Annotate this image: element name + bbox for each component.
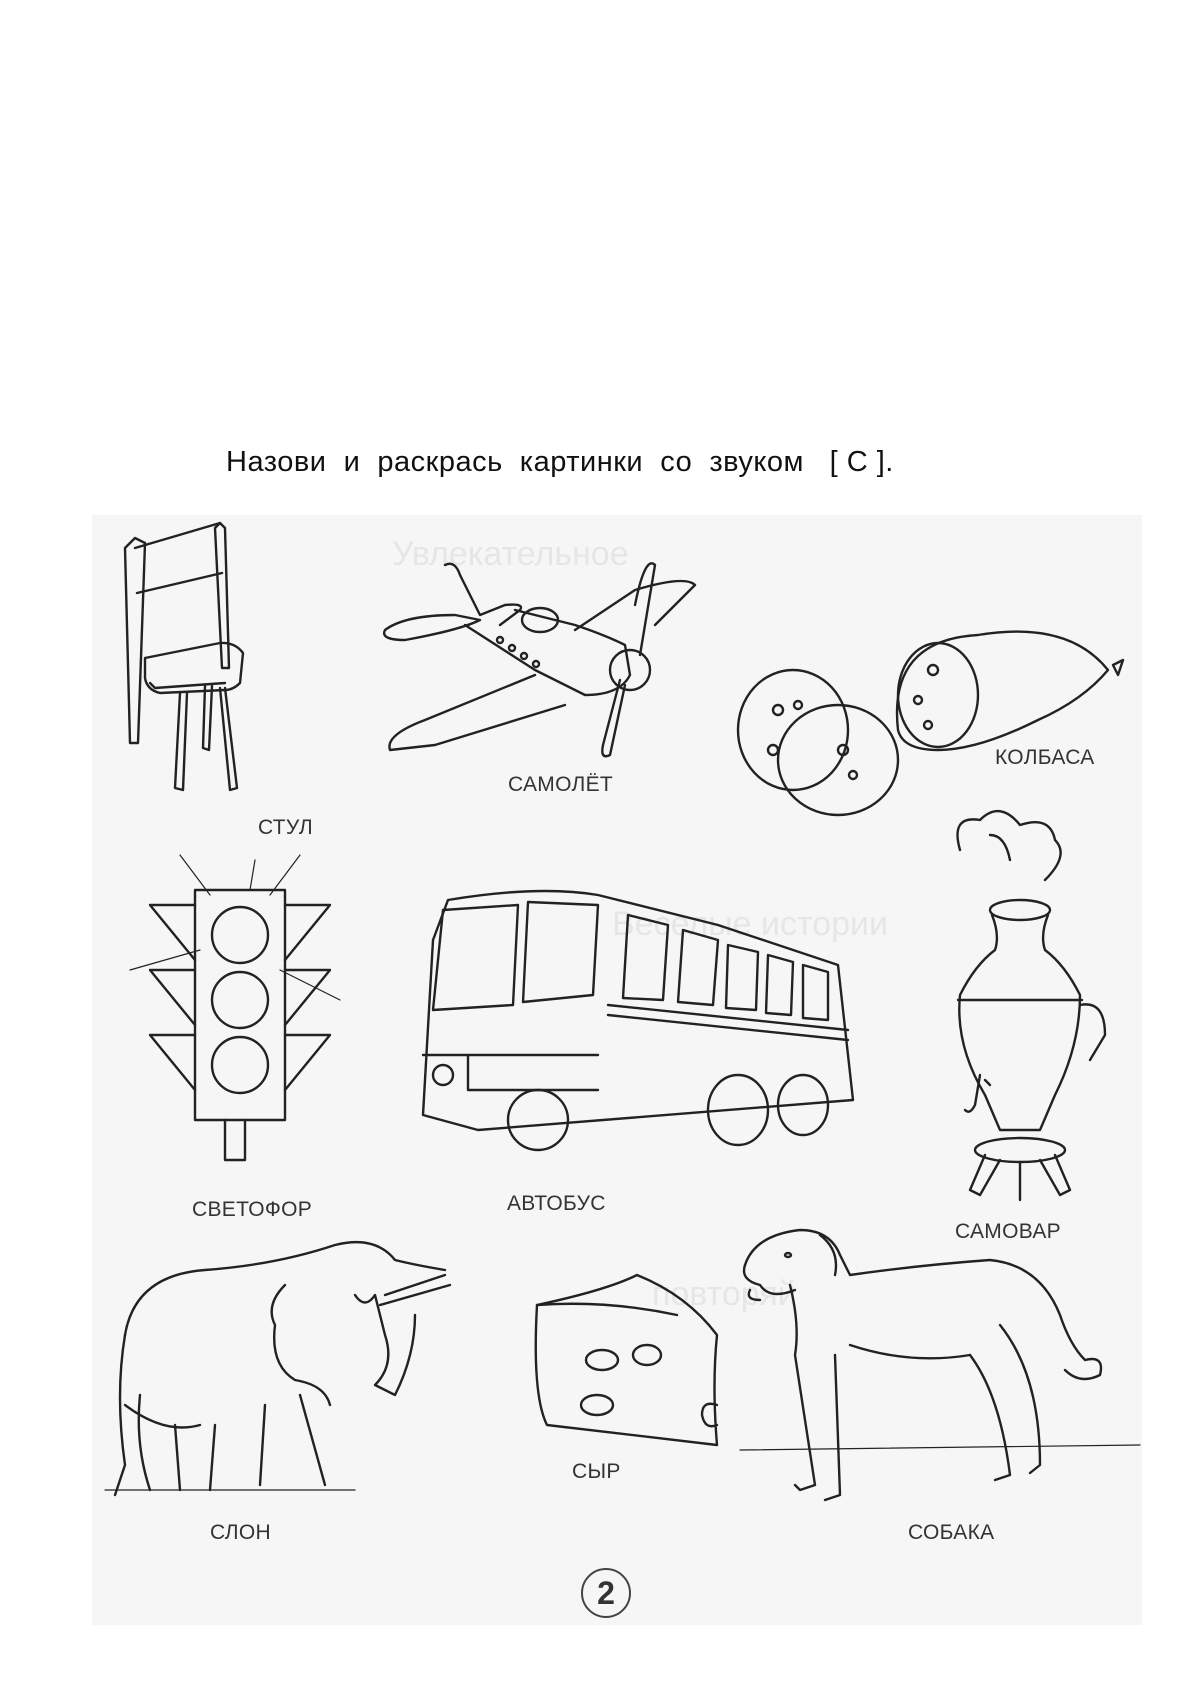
cheese-label: СЫР: [572, 1460, 621, 1483]
traffic-light-label: СВЕТОФОР: [192, 1198, 313, 1221]
elephant-label: СЛОН: [210, 1521, 271, 1544]
bus-icon: [418, 880, 873, 1155]
cheese-picture[interactable]: [527, 1275, 727, 1455]
elephant-icon: [95, 1235, 475, 1505]
page-number-badge: 2: [581, 1568, 631, 1618]
dog-label: СОБАКА: [908, 1521, 995, 1544]
traffic-light-icon: [130, 850, 345, 1160]
samovar-icon: [930, 805, 1130, 1210]
airplane-label: САМОЛЁТ: [508, 773, 614, 796]
samovar-label: САМОВАР: [955, 1220, 1061, 1243]
traffic-light-picture[interactable]: [130, 850, 345, 1160]
cheese-icon: [527, 1275, 727, 1455]
chair-label: СТУЛ: [258, 816, 313, 839]
bus-picture[interactable]: [418, 880, 873, 1155]
samovar-picture[interactable]: [930, 805, 1130, 1210]
elephant-picture[interactable]: [95, 1235, 475, 1505]
page-title: Назови и раскрась картинки со звуком [ С ].: [226, 446, 894, 478]
bus-label: АВТОБУС: [507, 1192, 606, 1215]
airplane-picture[interactable]: [385, 555, 745, 790]
bleed-through-text: Веселые истории: [612, 905, 888, 943]
chair-picture[interactable]: [125, 518, 335, 818]
bleed-through-text: повторяй: [652, 1275, 797, 1313]
airplane-icon: [385, 555, 745, 790]
bleed-through-text: Увлекательное: [392, 535, 629, 573]
dog-picture[interactable]: [740, 1215, 1140, 1515]
sausage-label: КОЛБАСА: [995, 746, 1095, 769]
chair-icon: [125, 518, 335, 818]
dog-icon: [740, 1215, 1140, 1515]
